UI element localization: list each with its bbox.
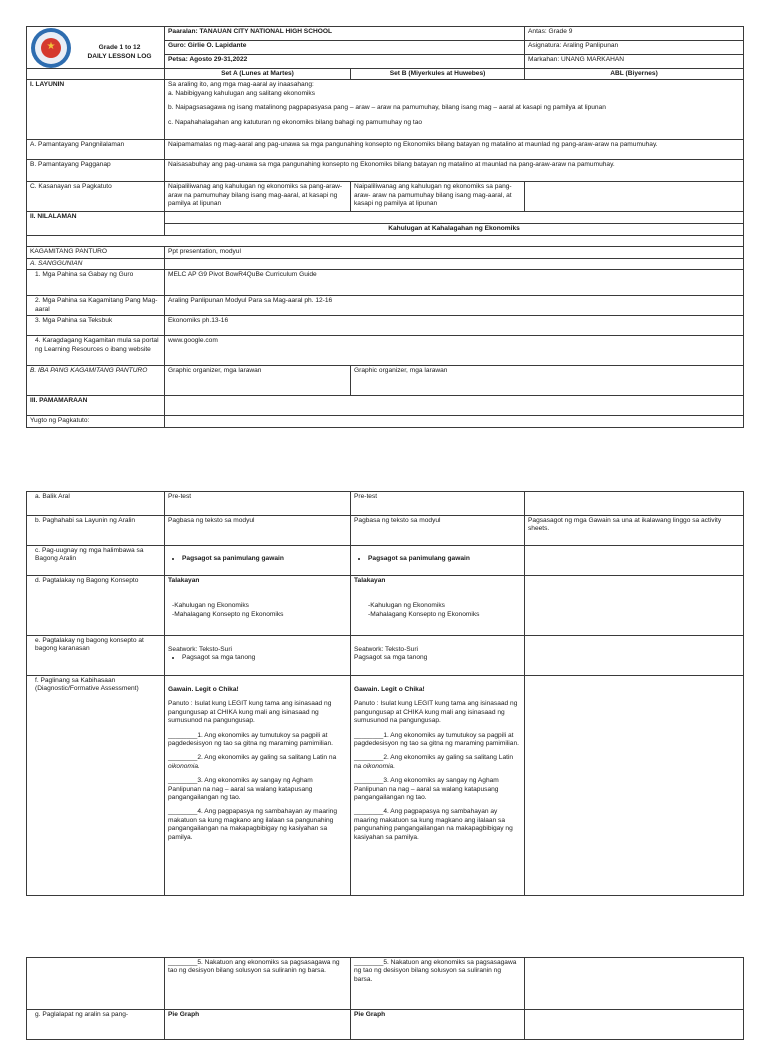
balik-aral-label: a. Balik Aral: [27, 492, 165, 516]
item-4-set-b: ________4. Ang pagpapasya ng sambahayan ay maaring makatuon sa kung magkano ang ilalaan sa pangunahing pangangailangan na makapagbibigay ng kasiyahan sa pamilya.: [354, 808, 513, 841]
gawain-title-set-a: Gawain. Legit o Chika!: [168, 686, 239, 693]
kasanayan-label: C. Kasanayan sa Pagkatuto: [27, 182, 165, 212]
kasanayan-set-a: Naipaliliwanag ang kahulugan ng ekonomiks sa pang-araw- araw na pamumuhay bilang isang mag-aaral, at kasapi ng pamilya at lipunan: [165, 182, 351, 212]
pamamaraan-label: III. PAMAMARAAN: [27, 396, 165, 416]
pamantayang-pagganap-label: B. Pamantayang Pagganap: [27, 160, 165, 182]
layunin-content: [165, 80, 744, 140]
paglinang-label: f. Paglinang sa Kabihasaan (Diagnostic/Formative Assessment): [27, 676, 165, 896]
pie-graph-set-a: Pie Graph: [165, 1010, 351, 1040]
paghahabi-label: b. Paghahabi sa Layunin ng Aralin: [27, 516, 165, 546]
log-title-grade: Grade 1 to 12: [98, 44, 141, 52]
kagamitang-mag-aaral-text: Araling Panlipunan Modyul Para sa Mag-aaral ph. 12-16: [165, 296, 744, 316]
pag-uugnay-set-a: • Pagsagot sa panimulang gawain: [182, 555, 347, 563]
item-3-set-b: ________3. Ang ekonomiks ay sangay ng Agham Panlipunan na nag – aaral sa walang katapusang pangangailangan ng tao.: [354, 777, 499, 802]
school-name: Paaralan: TANAUAN CITY NATIONAL HIGH SCHOOL: [165, 27, 525, 41]
iba-pang-kagamitan-label: B. IBA PANG KAGAMITANG PANTURO: [27, 366, 165, 396]
item-4-set-a: ________4. Ang pagpapasya ng sambahayan ay maaring makatuon sa kung magkano ang ilalaan sa pangunahing pangangailangan na makapagbibigay ng kasiyahan sa pamilya.: [168, 808, 338, 841]
paghahabi-abl: Pagsasagot ng mga Gawain sa una at ikalawang linggo sa activity sheets.: [525, 516, 744, 546]
kagamitang-panturo-label: KAGAMITANG PANTURO: [27, 247, 165, 258]
lesson-date: Petsa: Agosto 29-31,2022: [165, 55, 525, 69]
pag-uugnay-set-b: • Pagsagot sa panimulang gawain: [368, 555, 521, 563]
layunin-label: I. LAYUNIN: [27, 80, 165, 140]
item-2-set-b: ________2. Ang ekonomiks ay galing sa salitang Latin na oikonomia.: [354, 754, 514, 770]
set-b-header: Set B (Miyerkules at Huwebes): [351, 69, 525, 80]
talakayan-a-item-2: -Mahalagang Konsepto ng Ekonomiks: [172, 610, 284, 618]
pamantayang-pagganap-text: Naisasabuhay ang pag-unawa sa mga pangunahing konsepto ng Ekonomiks bilang batayan ng matalino at maunlad na pang-araw-araw na pamumuhay.: [165, 160, 744, 182]
layunin-intro: Sa araling ito, ang mga mag-aaral ay inaasahang:: [168, 81, 314, 89]
talakayan-set-a: Talakayan: [168, 577, 200, 584]
bagong-karanasan-label: e. Pagtalakay ng bagong konsepto at bagong karanasan: [27, 636, 165, 676]
balik-aral-set-b: Pre-test: [351, 492, 525, 516]
talakayan-set-b: Talakayan: [354, 577, 386, 584]
set-a-header: Set A (Lunes at Martes): [165, 69, 351, 80]
pamantayang-pangnilalaman-text: Naipamamalas ng mag-aaral ang pag-unawa sa mga pangunahing konsepto ng Ekonomiks bilang batayan ng matalino at maunlad ng pang-araw-araw na pamumuhay.: [165, 140, 744, 160]
objective-a: a. Nabibigyang kahulugan ang salitang ekonomiks: [168, 89, 315, 97]
karagdagang-kagamitan-text: www.google.com: [165, 336, 744, 366]
kagamitang-panturo-text: Ppt presentation, modyul: [165, 247, 744, 258]
talakayan-b-item-1: -Kahulugan ng Ekonomiks: [368, 602, 445, 610]
karagdagang-kagamitan-label: 4. Karagdagang Kagamitan mula sa portal ng Learning Resources o ibang website: [27, 336, 165, 366]
objective-b: b. Naipagsasagawa ng isang matalinong pagpapasyasa pang – araw – araw na pamumuhay, bilang isang mag – aaral at kasapi ng pamilya at lipunan: [168, 104, 606, 112]
panuto-set-a: Panuto : Isulat kung LEGIT kung tama ang isinasaad ng pangungusap at CHIKA kung mali ang isinasaad ng sumusunod na pangungusap.: [168, 700, 332, 725]
abl-header: ABL (Biyernes): [525, 69, 744, 80]
subject: Asignatura: Araling Panlipunan: [525, 41, 744, 55]
pie-graph-set-b: Pie Graph: [351, 1010, 525, 1040]
sanggunian-label: A. SANGGUNIAN: [27, 258, 165, 269]
yugto-label: Yugto ng Pagkatuto:: [27, 416, 165, 428]
teacher-name: Guro: Girlie O. Lapidante: [165, 41, 525, 55]
pagtalakay-label: d. Pagtalakay ng Bagong Konsepto: [27, 576, 165, 636]
lesson-log-table-3: [26, 957, 743, 1040]
gabay-guro-text: MELC AP G9 Pivot BowR4QuBe Curriculum Guide: [165, 270, 744, 296]
seatwork-set-b-item: Pagsagot sa mga tanong: [354, 654, 428, 662]
paglalapat-label: g. Paglalapat ng aralin sa pang-: [27, 1010, 165, 1040]
grade-level: Antas: Grade 9: [525, 27, 744, 41]
lesson-log-table-2: [26, 491, 743, 896]
pamantayang-pangnilalaman-label: A. Pamantayang Pangnilalaman: [27, 140, 165, 160]
item-2-set-a: ________2. Ang ekonomiks ay galing sa salitang Latin na oikonomia.: [168, 754, 337, 770]
gawain-title-set-b: Gawain. Legit o Chika!: [354, 686, 425, 693]
talakayan-b-item-2: -Mahalagang Konsepto ng Ekonomiks: [368, 610, 480, 618]
teksbuk-label: 3. Mga Pahina sa Teksbuk: [27, 316, 165, 336]
item-5-set-a: ________5. Nakatuon ang ekonomiks sa pagsasagawa ng tao ng desisyon bilang solusyon sa suliranin ng barsa.: [165, 958, 351, 1010]
quarter: Markahan: UNANG MARKAHAN: [525, 55, 744, 69]
nilalaman-label: II. NILALAMAN: [27, 212, 165, 236]
deped-seal-icon: ★: [31, 28, 71, 68]
item-1-set-a: ________1. Ang ekonomiks ay tumutukoy sa pagpili at pagdedesisyon ng tao sa gitna ng maraming pamimilian.: [168, 731, 333, 748]
gabay-guro-label: 1. Mga Pahina sa Gabay ng Guro: [27, 270, 165, 296]
talakayan-a-item-1: -Kahulugan ng Ekonomiks: [172, 602, 249, 610]
nilalaman-text: Kahulugan at Kahalagahan ng Ekonomiks: [165, 224, 744, 236]
paghahabi-set-b: Pagbasa ng teksto sa modyul: [351, 516, 525, 546]
paghahabi-set-a: Pagbasa ng teksto sa modyul: [165, 516, 351, 546]
item-5-set-b: ________5. Nakatuon ang ekonomiks sa pagsasagawa ng tao ng desisyon bilang solusyon sa suliranin ng barsa.: [351, 958, 525, 1010]
seatwork-set-b: Seatwork: Teksto-Suri: [354, 646, 419, 653]
log-title: DAILY LESSON LOG: [87, 52, 152, 60]
kasanayan-set-b: Naipaliliwanag ang kahulugan ng ekonomiks sa pang-araw- araw na pamumuhay bilang isang mag-aaral, at kasapi ng pamilya at lipunan: [351, 182, 525, 212]
pag-uugnay-label: c. Pag-uugnay ng mga halimbawa sa Bagong Aralin: [27, 546, 165, 576]
item-1-set-b: ________1. Ang ekonomiks ay tumutukoy sa pagpili at pagdedesisyon ng tao sa gitna ng maraming pamimilian.: [354, 731, 519, 748]
kagamitang-mag-aaral-label: 2. Mga Pahina sa Kagamitang Pang Mag-aaral: [27, 296, 165, 316]
balik-aral-set-a: Pre-test: [165, 492, 351, 516]
objective-c: c. Napahahalagahan ang katuturan ng ekonomiks bilang bahagi ng pamumuhay ng tao: [168, 118, 423, 126]
iba-pang-kagamitan-set-a: Graphic organizer, mga larawan: [165, 366, 351, 396]
iba-pang-kagamitan-set-b: Graphic organizer, mga larawan: [351, 366, 744, 396]
teksbuk-text: Ekonomiks ph.13-16: [165, 316, 744, 336]
header-logo-cell: [27, 27, 165, 69]
item-3-set-a: ________3. Ang ekonomiks ay sangay ng Agham Panlipunan na nag – aaral sa walang katapusang pangangailangan ng tao.: [168, 777, 313, 802]
lesson-log-table-1: [26, 26, 743, 428]
seatwork-set-a: Seatwork: Teksto-Suri: [168, 646, 233, 653]
seatwork-set-a-item: • Pagsagot sa mga tanong: [182, 654, 347, 662]
panuto-set-b: Panuto : Isulat kung LEGIT kung tama ang isinasaad ng pangungusap at CHIKA kung mali ang isinasaad ng sumusunod na pangungusap.: [354, 700, 518, 725]
